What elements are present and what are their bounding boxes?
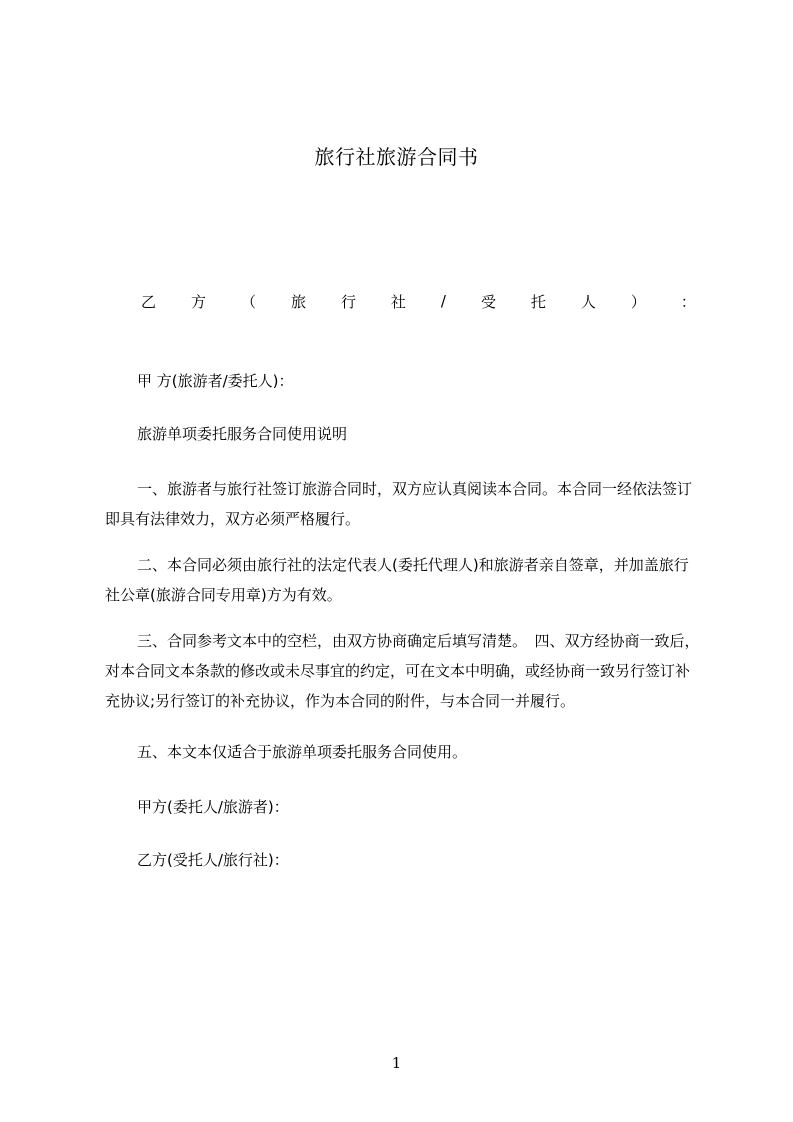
instructions-heading: 旅游单项委托服务合同使用说明	[137, 425, 348, 443]
party-b-char: 人	[580, 292, 596, 311]
party-a-line: 甲 方(旅游者/委托人)：	[137, 372, 294, 390]
document-title: 旅行社旅游合同书	[314, 145, 479, 169]
party-b-char: ）	[630, 292, 646, 311]
party-b-char: 社	[390, 292, 406, 311]
party-b-char: 乙	[141, 292, 157, 311]
clause-2: 二、本合同必须由旅行社的法定代表人(委托代理人)和旅游者亲自签章，并加盖旅行社公章(旅游合同专用章)方为有效。	[105, 556, 689, 604]
party-b-char: 托	[530, 292, 546, 311]
signature-party-a: 甲方(委托人/旅游者)：	[137, 798, 289, 816]
party-b-char: 旅	[290, 292, 306, 311]
party-b-char: ：	[680, 292, 696, 311]
party-b-char: 受	[480, 292, 496, 311]
clause-5: 五、本文本仅适合于旅游单项委托服务合同使用。	[137, 743, 468, 761]
clause-3-4: 三、合同参考文本中的空栏，由双方协商确定后填写清楚。 四、双方经协商一致后，对本合同文本条款的修改或未尽事宜的约定，可在文本中明确，或经协商一致另行签订补充协议;另行签订的补充协议，作为本合同的附件，与本合同一并履行。	[105, 632, 700, 710]
party-b-char: （	[240, 292, 256, 311]
party-b-char: /	[440, 292, 446, 310]
party-b-line	[141, 290, 696, 312]
party-b-char: 方	[190, 292, 206, 311]
clause-1: 一、旅游者与旅行社签订旅游合同时，双方应认真阅读本合同。本合同一经依法签订即具有法律效力，双方必须严格履行。	[105, 480, 693, 528]
page-number: 1	[391, 1054, 402, 1072]
party-b-char: 行	[340, 292, 356, 311]
signature-party-b: 乙方(受托人/旅行社)：	[137, 851, 289, 869]
